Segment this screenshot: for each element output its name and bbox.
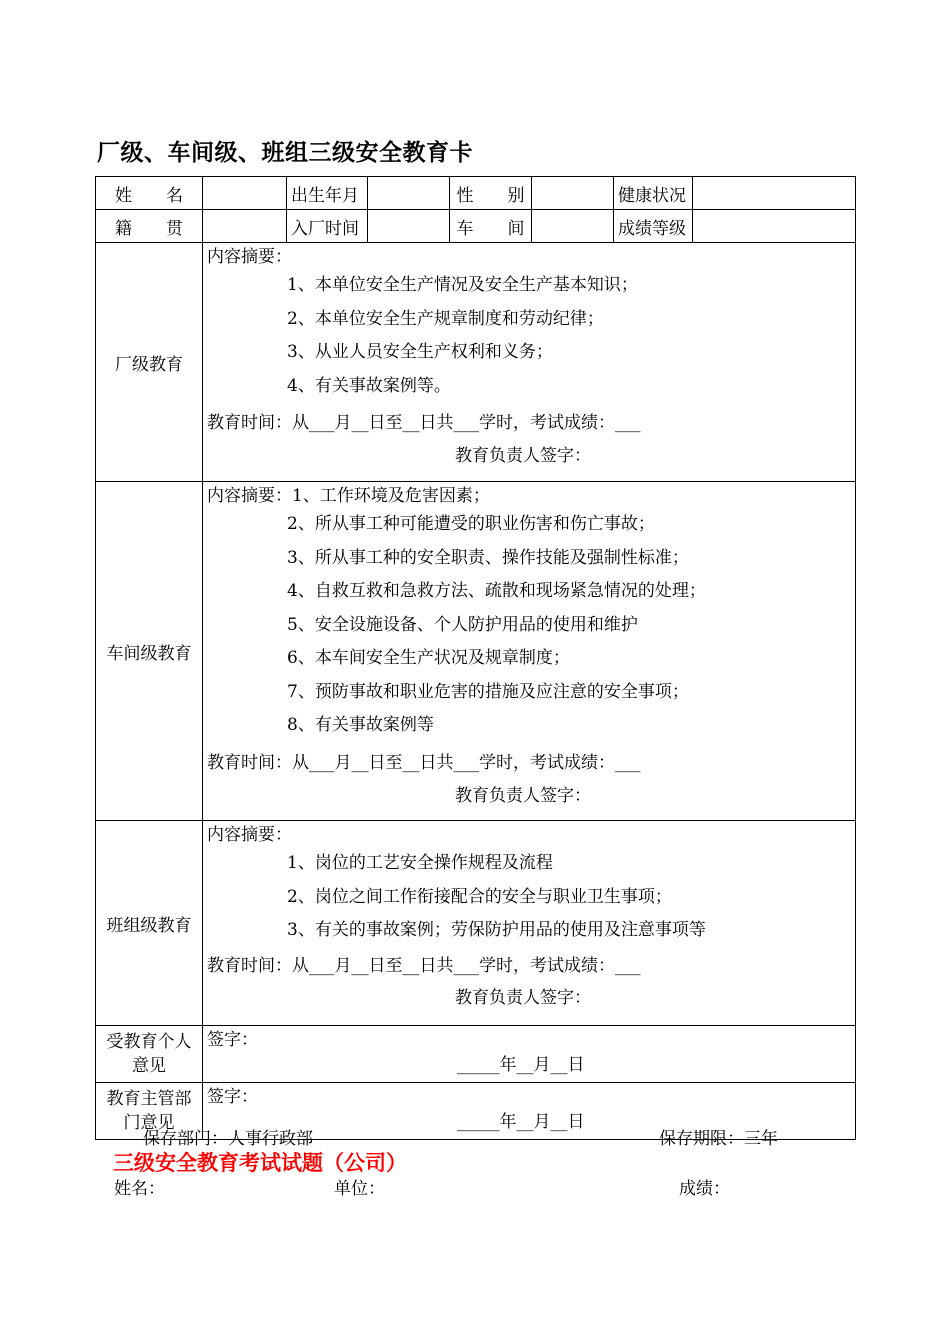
factory-section	[96, 243, 856, 482]
workshop-section-label: 车间级教育	[96, 482, 203, 821]
factory-content	[203, 243, 856, 482]
factory-label: 厂级教育	[96, 243, 203, 482]
entry-label: 入厂时间	[287, 210, 368, 243]
exam-name-label: 姓名：	[114, 1179, 165, 1199]
factory-item-3: 3、从业人员安全生产权利和义务；	[287, 342, 553, 362]
factory-summary: 内容摘要：	[207, 247, 292, 267]
factory-item-1: 1、本单位安全生产情况及安全生产基本知识；	[287, 275, 638, 295]
team-time: 教育时间：从___月__日至__日共___学时，考试成绩：___	[207, 955, 641, 976]
factory-time: 教育时间：从___月__日至__日共___学时，考试成绩：___	[207, 413, 641, 433]
manager-date: _____年__月__日	[457, 1112, 585, 1132]
birth-label: 出生年月	[287, 177, 368, 210]
origin-cell[interactable]	[203, 210, 287, 243]
workshop-item-6: 6、本车间安全生产状况及规章制度；	[287, 648, 570, 668]
manager-sign-label: 签字：	[207, 1087, 258, 1107]
team-section	[96, 821, 856, 1026]
trainee-opinion-label: 受教育个人意见	[96, 1026, 203, 1083]
exam-title: 三级安全教育考试试题（公司）	[113, 1151, 407, 1175]
team-item-3: 3、有关的事故案例；劳保防护用品的使用及注意事项等	[287, 920, 706, 940]
manager-opinion-label: 教育主管部门意见	[96, 1083, 203, 1140]
team-summary: 内容摘要：	[207, 825, 292, 845]
grade-cell[interactable]	[693, 210, 856, 243]
gender-cell[interactable]	[532, 177, 614, 210]
workshop-content	[203, 482, 856, 821]
header-row-1	[96, 177, 856, 210]
trainee-opinion-content[interactable]	[203, 1026, 856, 1083]
storage-period: 保存期限：三年	[659, 1129, 778, 1149]
workshop-sign: 教育负责人签字：	[455, 785, 591, 806]
card-title: 厂级、车间级、班组三级安全教育卡	[97, 140, 473, 166]
team-label: 班组级教育	[96, 821, 203, 1026]
exam-score-label: 成绩：	[679, 1179, 730, 1199]
storage-department: 保存部门：人事行政部	[143, 1129, 313, 1149]
gender-label: 性 别	[450, 177, 532, 210]
origin-label: 籍 贯	[96, 210, 203, 243]
team-content	[203, 821, 856, 1026]
workshop-section	[96, 482, 856, 821]
trainee-date: _____年__月__日	[457, 1055, 585, 1075]
name-label: 姓 名	[96, 177, 203, 210]
entry-cell[interactable]	[368, 210, 450, 243]
team-sign: 教育负责人签字：	[455, 987, 591, 1008]
workshop-label: 车 间	[450, 210, 532, 243]
workshop-item-2: 2、所从事工种可能遭受的职业伤害和伤亡事故；	[287, 514, 655, 534]
trainee-sign-label: 签字：	[207, 1030, 258, 1050]
workshop-item-3: 3、所从事工种的安全职责、操作技能及强制性标准；	[287, 547, 689, 568]
workshop-item-7: 7、预防事故和职业危害的措施及应注意的安全事项；	[287, 681, 689, 702]
workshop-item-5: 5、安全设施设备、个人防护用品的使用和维护	[287, 614, 638, 635]
factory-item-4: 4、有关事故案例等。	[287, 375, 451, 396]
workshop-time: 教育时间：从___月__日至__日共___学时，考试成绩：___	[207, 752, 641, 773]
education-card-table	[95, 176, 856, 1140]
name-cell[interactable]	[203, 177, 287, 210]
health-cell[interactable]	[693, 177, 856, 210]
health-label: 健康状况	[614, 177, 693, 210]
grade-label: 成绩等级	[614, 210, 693, 243]
workshop-item-4: 4、自救互救和急救方法、疏散和现场紧急情况的处理；	[287, 581, 706, 601]
exam-unit-label: 单位：	[334, 1179, 385, 1199]
factory-item-2: 2、本单位安全生产规章制度和劳动纪律；	[287, 308, 604, 329]
workshop-cell[interactable]	[532, 210, 614, 243]
workshop-item-8: 8、有关事故案例等	[287, 715, 434, 735]
workshop-summary: 内容摘要：1、工作环境及危害因素；	[207, 486, 490, 506]
trainee-opinion-row	[96, 1026, 856, 1083]
header-row-2	[96, 210, 856, 243]
birth-cell[interactable]	[368, 177, 450, 210]
team-item-1: 1、岗位的工艺安全操作规程及流程	[287, 853, 553, 873]
factory-sign: 教育负责人签字：	[455, 446, 591, 466]
team-item-2: 2、岗位之间工作衔接配合的安全与职业卫生事项；	[287, 886, 672, 907]
